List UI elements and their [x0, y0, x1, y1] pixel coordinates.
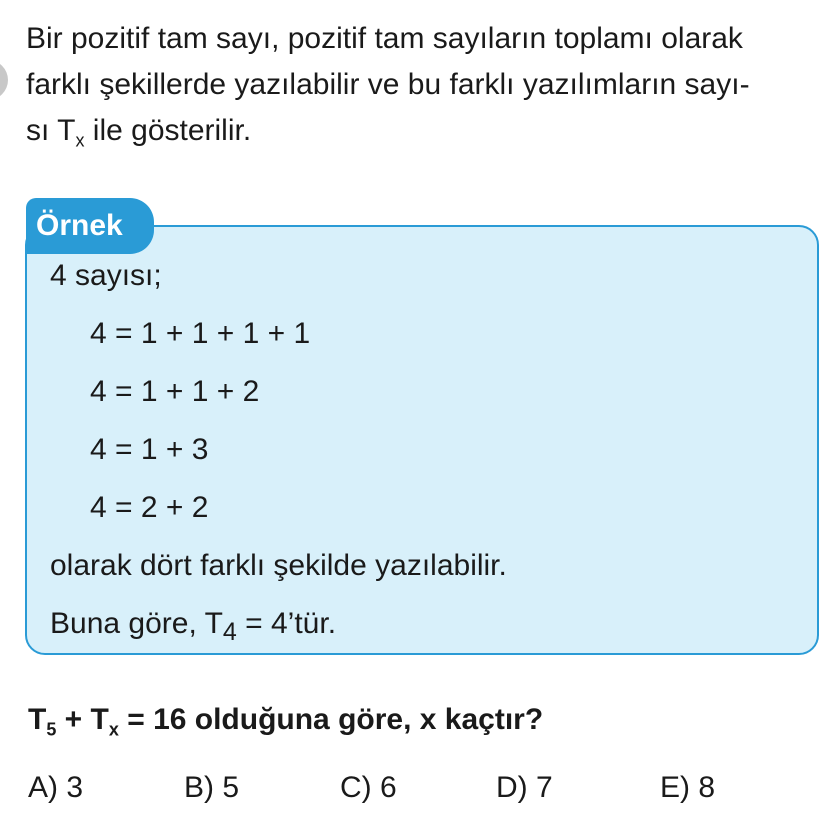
result-text: Buna göre, T	[50, 607, 223, 640]
intro-text	[26, 16, 826, 154]
intro-line-3-tail: ile gösterilir.	[84, 114, 252, 147]
question-text	[28, 700, 543, 740]
equation-3: 4 = 1 + 3	[90, 433, 209, 466]
example-tag: Örnek	[26, 198, 154, 254]
intro-line-1: Bir pozitif tam sayı, pozitif tam sayıların toplamı olarak	[26, 22, 743, 55]
choice-e[interactable]: E) 8	[660, 771, 716, 804]
q-sub-5: 5	[46, 719, 57, 740]
equation-1: 4 = 1 + 1 + 1 + 1	[90, 317, 311, 350]
subscript-4: 4	[222, 618, 237, 646]
margin-bullet	[0, 60, 8, 100]
intro-line-3	[26, 114, 252, 151]
equation-4: 4 = 2 + 2	[90, 491, 209, 524]
choice-d[interactable]: D) 7	[496, 771, 553, 804]
intro-line-2: farklı şekillerde yazılabilir ve bu farklı yazılımların sayı-	[26, 68, 750, 101]
subscript-x: x	[75, 130, 85, 151]
q-t: T	[28, 703, 47, 736]
choice-b[interactable]: B) 5	[184, 771, 240, 804]
q-rest: = 16 olduğuna göre, x kaçtır?	[118, 703, 544, 736]
intro-line-3-text: sı T	[26, 114, 76, 147]
choice-c[interactable]: C) 6	[340, 771, 397, 804]
equation-2: 4 = 1 + 1 + 2	[90, 375, 260, 408]
example-heading: 4 sayısı;	[50, 259, 162, 292]
q-sub-x: x	[108, 719, 119, 740]
example-conclusion: olarak dört farklı şekilde yazılabilir.	[50, 549, 507, 582]
example-result	[50, 606, 336, 650]
choice-a[interactable]: A) 3	[28, 771, 84, 804]
q-plus: + T	[56, 703, 109, 736]
result-tail: = 4’tür.	[236, 607, 337, 640]
